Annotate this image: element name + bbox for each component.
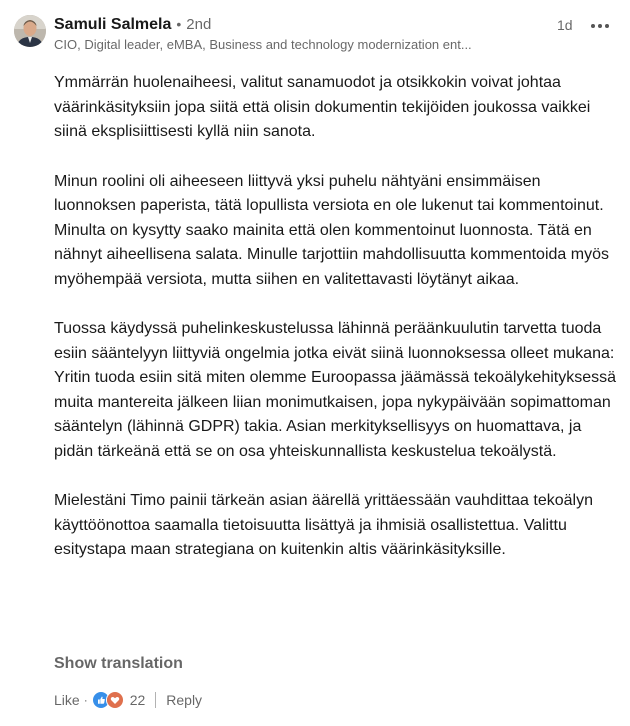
comment-paragraph: Minun roolini oli aiheeseen liittyvä yksi puhelu nähtyäni ensimmäisen luonnoksen paperista, tätä lopullista versiota en ole lukenut tai kommentoinut. Minulta on kysytty saako mainita että olen kommentoinut luonnosta. Tätä en nähnyt aiheellisena salata. Minulle tarjottiin mahdollisuutta kommentoida myös myöhempää versiota, mutta siihen en valitettavasti löytänyt aikaa. — [54, 172, 609, 288]
profile-photo — [14, 15, 46, 47]
avatar[interactable] — [14, 15, 46, 47]
comment-header — [54, 16, 540, 52]
separator-dot: • — [176, 16, 182, 32]
author-name[interactable]: Samuli Salmela — [54, 16, 172, 33]
divider — [155, 692, 156, 708]
comment-paragraph: Mielestäni Timo painii tärkeän asian äärellä yrittäessään vauhdittaa tekoälyn käyttöönottoa saamalla tietoisuutta lisättyä ja ihmisiä osallistettua. Valittu esitystapa maan strategiana on kuitenkin altis väärinkäsityksille. — [54, 492, 593, 558]
comment-body — [54, 71, 620, 588]
comment-paragraph: Ymmärrän huolenaiheesi, valitut sanamuodot ja otsikkokin voivat johtaa väärinkäsityksiin jopa siitä että olisin dokumentin tekijöiden joukossa vaikkei siinä eksplisiittisesti kyllä niin sanota. — [54, 74, 591, 140]
ellipsis-horizontal-icon — [590, 23, 610, 29]
like-button[interactable]: Like — [54, 692, 80, 708]
reaction-count: 22 — [129, 692, 146, 708]
show-translation-button[interactable]: Show translation — [54, 655, 183, 672]
timestamp: 1d — [557, 17, 573, 33]
separator-dot: · — [83, 693, 88, 707]
reactions-summary[interactable] — [92, 691, 146, 709]
reply-button[interactable]: Reply — [166, 692, 203, 708]
connection-degree: 2nd — [186, 16, 212, 33]
more-options-button[interactable] — [588, 14, 612, 38]
comment-actions — [54, 690, 202, 710]
love-reaction-icon — [106, 691, 124, 709]
author-headline: CIO, Digital leader, eMBA, Business and technology modernization ent... — [54, 37, 472, 52]
comment-paragraph: Tuossa käydyssä puhelinkeskustelussa lähinnä peräänkuulutin tarvetta tuoda esiin sääntelyyn liittyviä ongelmia jotka eivät siinä luonnoksessa olleet mukana: Yritin tuoda esiin sitä miten olemme Euroopassa jäämässä tekoälykehityksessä muita mantereita jälkeen liian monimutkaisen, jopa nykypäivään sopimattoman sääntelyn (lähinnä GDPR) takia. Asian merkityksellisyys on huomattava, ja pidän tärkeänä että se on osa yhteiskunnallista keskustelua tekoälystä. — [54, 320, 617, 460]
